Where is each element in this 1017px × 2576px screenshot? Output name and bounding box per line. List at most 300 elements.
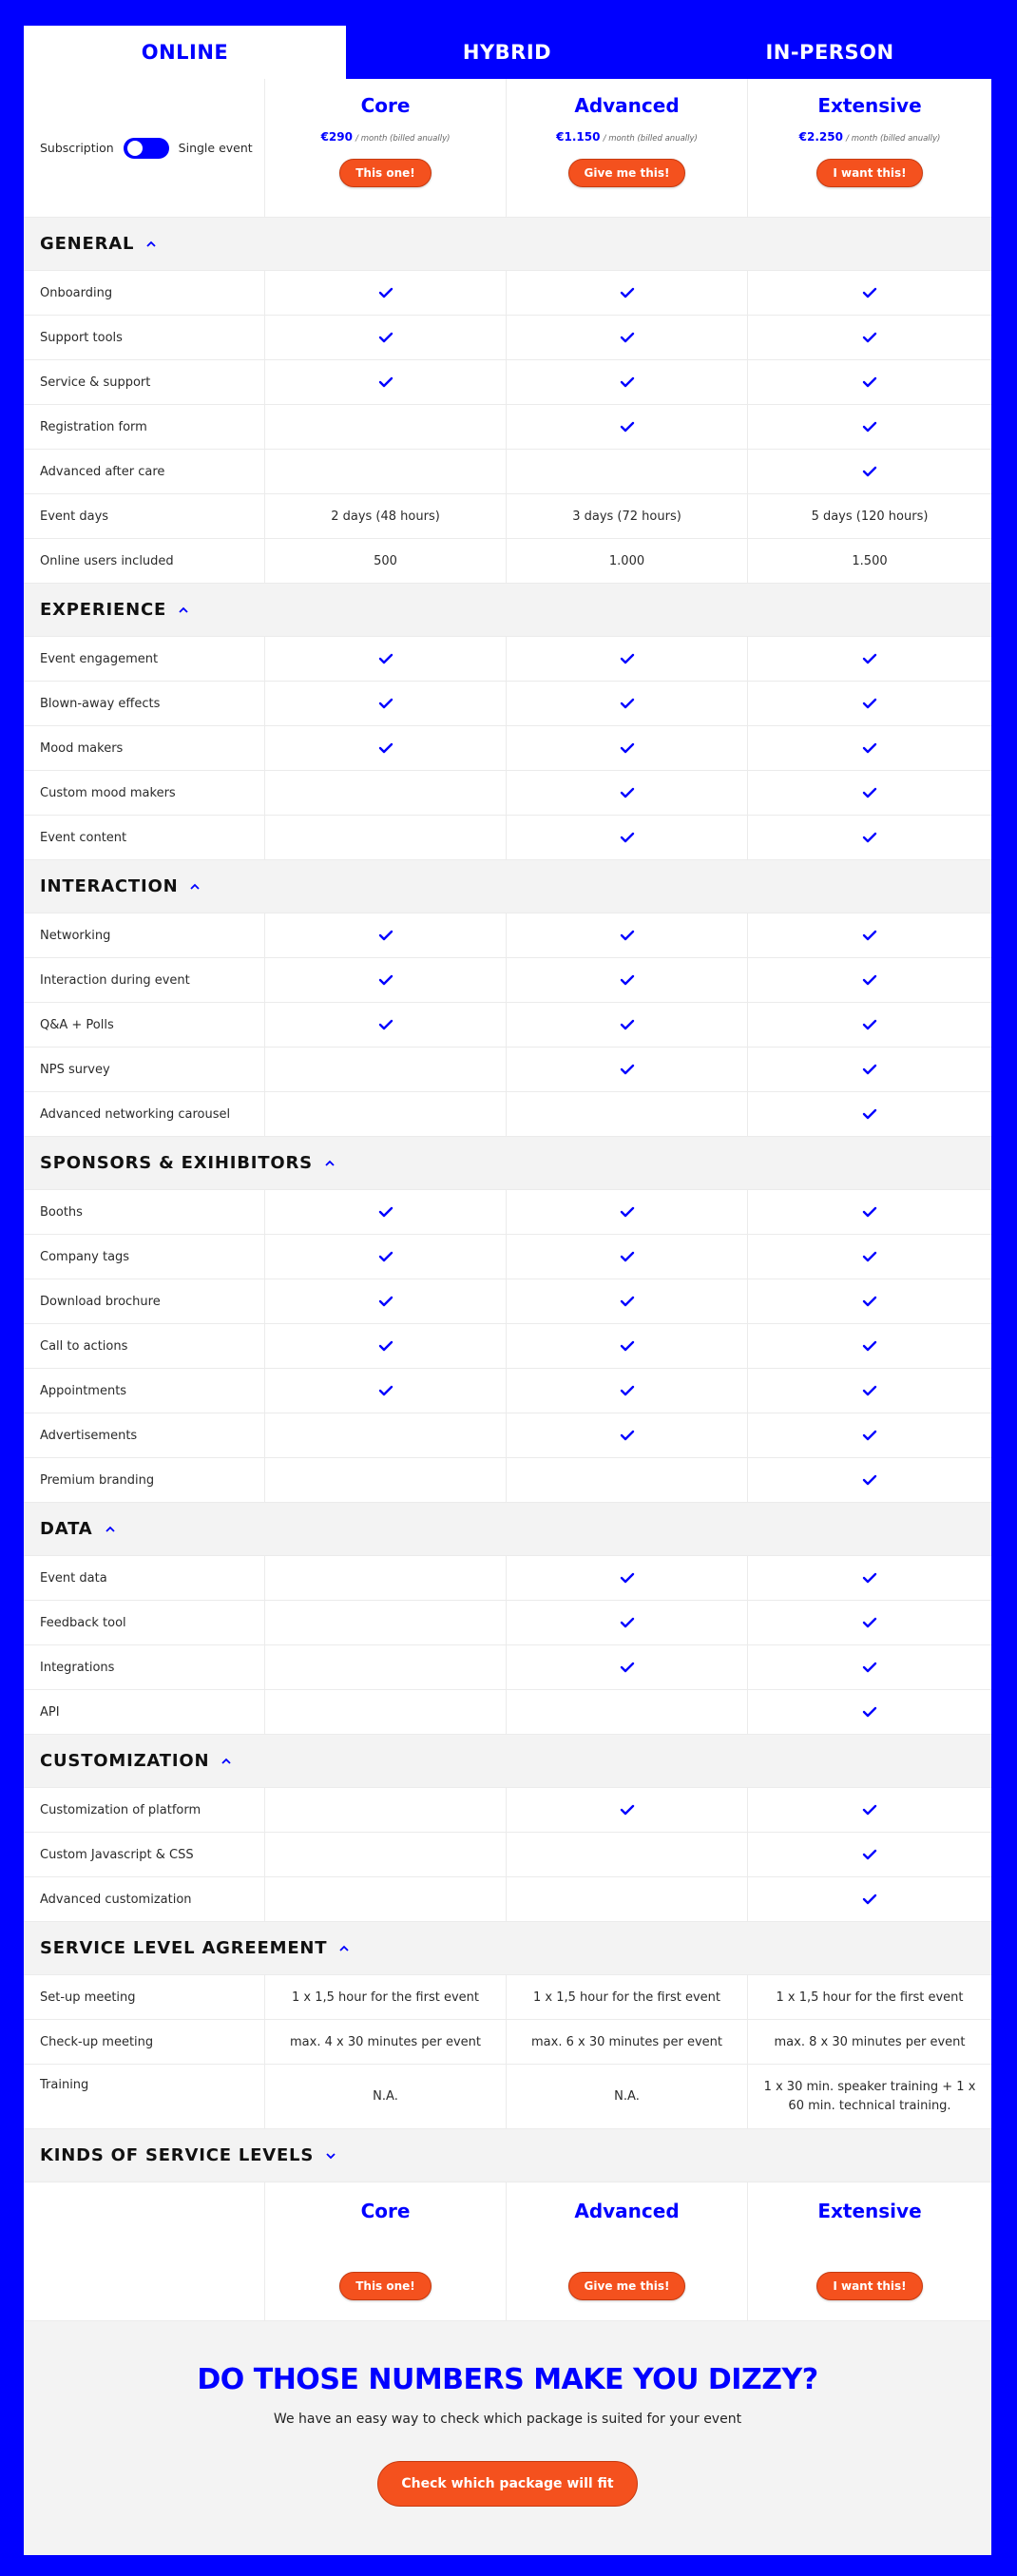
feature-row (24, 1645, 991, 1690)
check-icon (862, 1572, 877, 1584)
feature-label: API (24, 1690, 265, 1734)
feature-value-cell (507, 958, 748, 1002)
check-icon (862, 421, 877, 433)
feature-value-cell (507, 1601, 748, 1644)
price-period: / month (billed anually) (603, 134, 698, 144)
section-header-interaction[interactable] (24, 860, 991, 913)
feature-value-cell (265, 1369, 507, 1413)
feature-value-cell (265, 1601, 507, 1644)
plan-name: Extensive (817, 94, 922, 117)
feature-value-cell (748, 316, 991, 359)
check-icon (378, 1296, 393, 1307)
feature-value-cell: 5 days (120 hours) (811, 509, 929, 524)
feature-value-cell (265, 1190, 507, 1234)
feature-value-cell (507, 360, 748, 404)
feature-label: Advanced networking carousel (24, 1092, 265, 1136)
feature-value-cell (748, 405, 991, 449)
feature-value-cell (507, 1877, 748, 1921)
plan-core-bottom (265, 2182, 507, 2320)
select-extensive-button[interactable]: I want this! (816, 159, 922, 187)
feature-value-cell (265, 1048, 507, 1091)
feature-value-cell (265, 958, 507, 1002)
check-icon (862, 1385, 877, 1396)
feature-label: Event data (24, 1556, 265, 1600)
feature-value-cell (265, 1458, 507, 1502)
check-icon (862, 832, 877, 843)
feature-value-cell (507, 771, 748, 815)
feature-value-cell (748, 726, 991, 770)
feature-value-cell: 3 days (72 hours) (507, 494, 748, 538)
feature-label: Interaction during event (24, 958, 265, 1002)
feature-value-cell (265, 1690, 507, 1734)
feature-row (24, 1413, 991, 1458)
feature-value-cell (507, 682, 748, 725)
feature-value-cell (748, 958, 991, 1002)
feature-value-cell: 1 x 1,5 hour for the first event (507, 1975, 748, 2019)
section-header-sponsors-exihibitors[interactable] (24, 1137, 991, 1190)
feature-row (24, 816, 991, 860)
feature-value-cell: 1.000 (507, 539, 748, 583)
check-icon (620, 1206, 635, 1218)
check-icon (620, 332, 635, 343)
plan-advanced-bottom (507, 2182, 748, 2320)
section-title: CUSTOMIZATION (40, 1751, 210, 1771)
feature-row (24, 913, 991, 958)
check-icon (862, 1296, 877, 1307)
check-icon (862, 1849, 877, 1860)
select-extensive-button-bottom[interactable]: I want this! (816, 2272, 922, 2300)
feature-value-cell (265, 1877, 507, 1921)
section-title: KINDS OF SERVICE LEVELS (40, 2145, 315, 2165)
chevron-up-icon (178, 605, 189, 616)
feature-label: Mood makers (24, 726, 265, 770)
select-advanced-button-bottom[interactable]: Give me this! (568, 2272, 686, 2300)
feature-value-cell (507, 726, 748, 770)
plan-extensive (748, 79, 991, 217)
feature-row (24, 1190, 991, 1235)
feature-value-cell: max. 8 x 30 minutes per event (774, 2034, 966, 2049)
price-period: / month (billed anually) (846, 134, 941, 144)
chevron-up-icon (105, 1524, 116, 1535)
section-title: DATA (40, 1519, 93, 1539)
feature-label: Set-up meeting (24, 1975, 265, 2019)
feature-value-cell (507, 1458, 748, 1502)
feature-value-cell (748, 1048, 991, 1091)
feature-value-cell: N.A. (265, 2065, 507, 2128)
feature-label: Feedback tool (24, 1601, 265, 1644)
feature-value-cell (507, 271, 748, 315)
price-value: €2.250 (798, 130, 843, 144)
feature-value-cell (748, 1788, 991, 1832)
feature-value-cell (507, 1279, 748, 1323)
check-icon (620, 1430, 635, 1441)
feature-value-cell (748, 1556, 991, 1600)
feature-row (24, 771, 991, 816)
feature-row (24, 1788, 991, 1833)
feature-row (24, 1601, 991, 1645)
feature-value-cell (507, 1413, 748, 1457)
check-icon (862, 930, 877, 941)
feature-row (24, 726, 991, 771)
feature-row (24, 1975, 991, 2020)
feature-value-cell (507, 1645, 748, 1689)
feature-value-cell (507, 405, 748, 449)
feature-row (24, 1369, 991, 1413)
check-icon (620, 1296, 635, 1307)
feature-value-cell (507, 637, 748, 681)
feature-row (24, 360, 991, 405)
feature-value-cell (507, 1369, 748, 1413)
check-icon (620, 787, 635, 798)
check-icon (620, 1019, 635, 1030)
feature-label: Advertisements (24, 1413, 265, 1457)
feature-row (24, 1048, 991, 1092)
check-icon (620, 1662, 635, 1673)
feature-value-cell (748, 1458, 991, 1502)
feature-label: Support tools (24, 316, 265, 359)
check-icon (862, 1804, 877, 1816)
feature-value-cell: 500 (265, 539, 507, 583)
feature-row (24, 494, 991, 539)
feature-value-cell (507, 450, 748, 493)
feature-row (24, 405, 991, 450)
check-icon (378, 1340, 393, 1352)
plan-price (321, 130, 451, 144)
check-icon (620, 742, 635, 754)
feature-sections (24, 218, 991, 2129)
feature-value-cell (265, 637, 507, 681)
section-title: EXPERIENCE (40, 600, 167, 620)
feature-value-cell (748, 1877, 991, 1921)
feature-value-cell (265, 1413, 507, 1457)
feature-value-cell (265, 1645, 507, 1689)
feature-label: Company tags (24, 1235, 265, 1278)
check-icon (862, 1108, 877, 1120)
feature-row (24, 1092, 991, 1137)
feature-label: Event engagement (24, 637, 265, 681)
feature-value-cell (507, 1092, 748, 1136)
plan-extensive-bottom (748, 2182, 991, 2320)
feature-label: Registration form (24, 405, 265, 449)
check-icon (862, 1474, 877, 1486)
check-icon (378, 930, 393, 941)
plan-name: Extensive (817, 2200, 922, 2222)
price-value: €1.150 (556, 130, 601, 144)
plan-header-row (24, 79, 991, 218)
feature-row (24, 1833, 991, 1877)
feature-value-cell (507, 316, 748, 359)
feature-value-cell (265, 1235, 507, 1278)
feature-value-cell (507, 1235, 748, 1278)
feature-label: Integrations (24, 1645, 265, 1689)
check-icon (620, 1340, 635, 1352)
empty-cell (24, 2182, 265, 2320)
feature-value-cell (265, 816, 507, 859)
check-icon (378, 1019, 393, 1030)
feature-value-cell (265, 1003, 507, 1047)
cta-subtitle: We have an easy way to check which package is suited for your event (273, 2412, 742, 2427)
chevron-up-icon (324, 1158, 336, 1169)
check-icon (862, 742, 877, 754)
select-core-button-bottom[interactable]: This one! (339, 2272, 432, 2300)
feature-row (24, 316, 991, 360)
feature-value-cell (265, 405, 507, 449)
feature-value-cell (748, 1324, 991, 1368)
section-header-service-level-agreement[interactable] (24, 1922, 991, 1975)
check-icon (620, 832, 635, 843)
feature-row (24, 1324, 991, 1369)
feature-label: Advanced after care (24, 450, 265, 493)
feature-value-cell (507, 816, 748, 859)
feature-value-cell (507, 1048, 748, 1091)
feature-value-cell (265, 1788, 507, 1832)
feature-label: Customization of platform (24, 1788, 265, 1832)
feature-value-cell (265, 913, 507, 957)
check-icon (620, 376, 635, 388)
feature-value-cell: max. 4 x 30 minutes per event (265, 2020, 507, 2064)
feature-value-cell (265, 682, 507, 725)
check-icon (378, 1251, 393, 1262)
check-icon (862, 1340, 877, 1352)
feature-row (24, 2065, 991, 2129)
feature-value-cell (748, 682, 991, 725)
check-icon (620, 930, 635, 941)
feature-label: Online users included (24, 539, 265, 583)
billing-toggle-cell (24, 79, 265, 217)
select-core-button[interactable]: This one! (339, 159, 432, 187)
feature-value-cell (748, 637, 991, 681)
cta-title: DO THOSE NUMBERS MAKE YOU DIZZY? (197, 2363, 818, 2396)
section-header-data[interactable] (24, 1503, 991, 1556)
feature-label: Networking (24, 913, 265, 957)
feature-label: Q&A + Polls (24, 1003, 265, 1047)
feature-label: Blown-away effects (24, 682, 265, 725)
check-package-button[interactable]: Check which package will fit (377, 2461, 637, 2507)
tab-online[interactable]: ONLINE (24, 26, 346, 79)
feature-row (24, 637, 991, 682)
price-period: / month (billed anually) (355, 134, 451, 144)
feature-value-cell (748, 1833, 991, 1876)
feature-value-cell (748, 1003, 991, 1047)
plan-price (556, 130, 698, 144)
feature-value-cell: max. 6 x 30 minutes per event (507, 2020, 748, 2064)
tab-hybrid[interactable]: HYBRID (462, 41, 552, 64)
feature-value-cell (748, 1092, 991, 1136)
check-icon (862, 1662, 877, 1673)
feature-value-cell (748, 1235, 991, 1278)
feature-value-cell (265, 771, 507, 815)
plan-core (265, 79, 507, 217)
check-icon (378, 742, 393, 754)
check-icon (862, 287, 877, 298)
feature-value-cell (265, 450, 507, 493)
check-icon (862, 1019, 877, 1030)
check-icon (862, 974, 877, 986)
feature-value-cell (748, 1279, 991, 1323)
chevron-up-icon (189, 881, 201, 893)
check-icon (378, 698, 393, 709)
chevron-down-icon (325, 2150, 336, 2162)
tab-in-person[interactable]: IN-PERSON (765, 41, 894, 64)
check-icon (620, 287, 635, 298)
feature-label: Onboarding (24, 271, 265, 315)
feature-value-cell (748, 1601, 991, 1644)
feature-row (24, 1556, 991, 1601)
feature-value-cell (265, 1556, 507, 1600)
chevron-up-icon (338, 1943, 350, 1954)
check-icon (378, 974, 393, 986)
feature-value-cell (265, 1833, 507, 1876)
check-icon (862, 698, 877, 709)
feature-row (24, 1235, 991, 1279)
check-icon (862, 1430, 877, 1441)
check-icon (862, 1706, 877, 1718)
price-value: €290 (320, 130, 353, 144)
plan-name: Core (360, 94, 411, 117)
feature-value-cell (507, 1833, 748, 1876)
section-title: GENERAL (40, 234, 135, 254)
feature-value-cell (265, 360, 507, 404)
feature-value-cell (748, 271, 991, 315)
feature-label: Download brochure (24, 1279, 265, 1323)
feature-label: Service & support (24, 360, 265, 404)
feature-label: NPS survey (24, 1048, 265, 1091)
feature-row (24, 1690, 991, 1735)
section-header-experience[interactable] (24, 584, 991, 637)
feature-value-cell: N.A. (507, 2065, 748, 2128)
feature-value-cell (748, 1369, 991, 1413)
feature-label: Custom mood makers (24, 771, 265, 815)
check-icon (378, 1385, 393, 1396)
toggle-label-single-event: Single event (178, 141, 253, 155)
feature-label: Event content (24, 816, 265, 859)
section-title: INTERACTION (40, 876, 179, 896)
feature-row (24, 682, 991, 726)
feature-value-cell (507, 913, 748, 957)
billing-toggle[interactable] (124, 138, 169, 159)
check-icon (620, 974, 635, 986)
check-icon (378, 376, 393, 388)
section-title: SERVICE LEVEL AGREEMENT (40, 1938, 328, 1958)
feature-label: Custom Javascript & CSS (24, 1833, 265, 1876)
check-icon (862, 376, 877, 388)
check-icon (620, 421, 635, 433)
toggle-label-subscription: Subscription (40, 141, 114, 155)
feature-value-cell (507, 1690, 748, 1734)
feature-row (24, 1877, 991, 1922)
plan-price (799, 130, 941, 144)
feature-label: Premium branding (24, 1458, 265, 1502)
feature-value-cell (748, 1413, 991, 1457)
check-icon (378, 653, 393, 664)
section-title: SPONSORS & EXIHIBITORS (40, 1153, 313, 1173)
feature-value-cell (748, 1190, 991, 1234)
cta-section (24, 2321, 991, 2555)
select-advanced-button[interactable]: Give me this! (568, 159, 686, 187)
plan-advanced (507, 79, 748, 217)
feature-value-cell (265, 271, 507, 315)
feature-value-cell: 2 days (48 hours) (265, 494, 507, 538)
feature-row (24, 271, 991, 316)
feature-value-cell (265, 316, 507, 359)
check-icon (378, 332, 393, 343)
feature-value-cell (748, 913, 991, 957)
check-icon (620, 1804, 635, 1816)
feature-value-cell (265, 1092, 507, 1136)
feature-row (24, 1458, 991, 1503)
feature-row (24, 958, 991, 1003)
feature-value-cell (748, 450, 991, 493)
feature-label: Check-up meeting (24, 2020, 265, 2064)
feature-row (24, 1279, 991, 1324)
feature-value-cell: 1 x 1,5 hour for the first event (776, 1990, 964, 2005)
check-icon (862, 653, 877, 664)
feature-value-cell (507, 1556, 748, 1600)
plan-name: Advanced (574, 94, 680, 117)
feature-value-cell (507, 1190, 748, 1234)
check-icon (862, 332, 877, 343)
check-icon (862, 1617, 877, 1628)
feature-value-cell (265, 1324, 507, 1368)
feature-label: Booths (24, 1190, 265, 1234)
feature-row (24, 450, 991, 494)
check-icon (862, 787, 877, 798)
feature-label: Advanced customization (24, 1877, 265, 1921)
feature-value-cell (748, 771, 991, 815)
check-icon (620, 698, 635, 709)
feature-value-cell (748, 1645, 991, 1689)
section-header-customization[interactable] (24, 1735, 991, 1788)
tab-bar (24, 26, 991, 79)
feature-value-cell (507, 1324, 748, 1368)
chevron-up-icon (145, 239, 157, 250)
check-icon (378, 1206, 393, 1218)
check-icon (862, 466, 877, 477)
feature-value-cell (507, 1003, 748, 1047)
feature-row (24, 2020, 991, 2065)
check-icon (620, 653, 635, 664)
plan-name: Core (360, 2200, 411, 2222)
check-icon (862, 1894, 877, 1905)
feature-value-cell (748, 1690, 991, 1734)
section-header-kinds-of-service-levels[interactable] (24, 2129, 991, 2182)
check-icon (620, 1385, 635, 1396)
plan-name: Advanced (574, 2200, 680, 2222)
check-icon (620, 1617, 635, 1628)
feature-row (24, 1003, 991, 1048)
check-icon (620, 1251, 635, 1262)
feature-value-cell: 1 x 1,5 hour for the first event (265, 1975, 507, 2019)
feature-label: Appointments (24, 1369, 265, 1413)
check-icon (620, 1064, 635, 1075)
bottom-plan-row (24, 2182, 991, 2321)
billing-toggle-group (40, 138, 253, 159)
pricing-table (24, 79, 991, 2555)
feature-row (24, 539, 991, 584)
feature-label: Training (24, 2065, 265, 2128)
section-header-general[interactable] (24, 218, 991, 271)
chevron-up-icon (221, 1756, 232, 1767)
check-icon (862, 1206, 877, 1218)
toggle-knob (127, 141, 143, 156)
check-icon (378, 287, 393, 298)
check-icon (862, 1251, 877, 1262)
check-icon (862, 1064, 877, 1075)
feature-value-cell (748, 360, 991, 404)
feature-value-cell (507, 1788, 748, 1832)
feature-label: Event days (24, 494, 265, 538)
feature-value-cell (265, 726, 507, 770)
